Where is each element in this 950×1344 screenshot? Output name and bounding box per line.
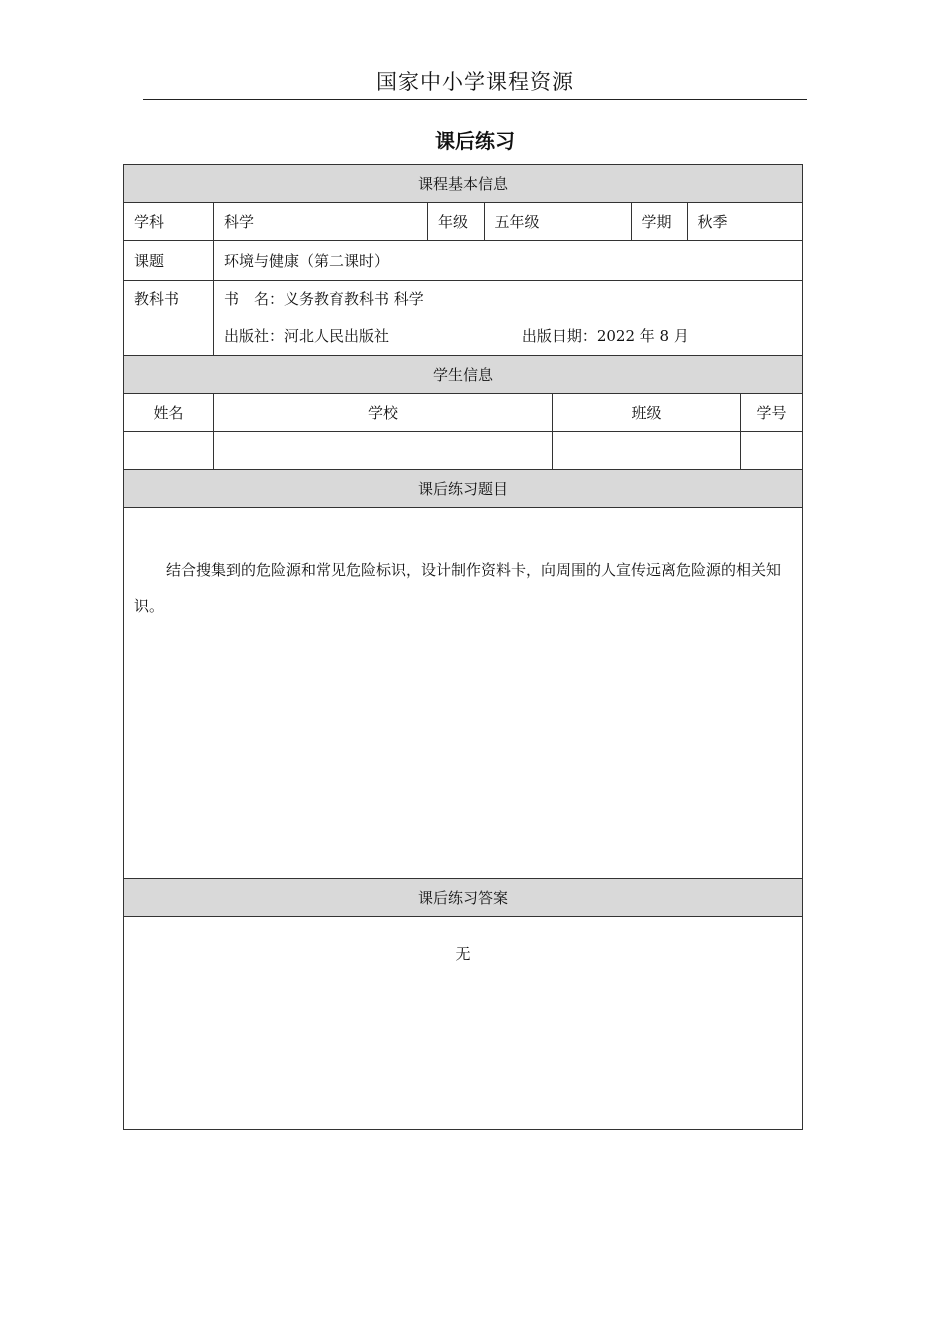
book-name-value: 义务教育教科书 科学 [284,290,424,308]
subject-value: 科学 [214,203,428,241]
book-name-line [224,281,792,318]
student-columns-row [124,394,803,432]
subject-label: 学科 [124,203,214,241]
book-name-label: 书 名： [224,290,285,308]
publisher-value: 河北人民出版社 [284,327,390,345]
page-header: 国家中小学课程资源 [143,66,807,100]
topic-row [124,241,803,281]
student-col-id: 学号 [741,394,803,432]
student-name-field[interactable] [124,432,214,470]
term-label: 学期 [631,203,687,240]
answer-header-row [124,879,803,917]
student-col-school: 学校 [367,404,398,422]
answer-body-row [124,917,803,1130]
student-info-header-row [124,356,803,394]
topic-value: 环境与健康（第二课时） [214,241,803,281]
pub-date-value: 2022 年 8 月 [596,327,689,345]
textbook-details [214,281,803,356]
exercise-question: 结合搜集到的危险源和常见危险标识，设计制作资料卡，向周围的人宣传远离危险源的相关知识。 [134,561,782,615]
publisher-label: 出版社： [224,327,285,345]
student-col-name: 姓名 [124,394,214,432]
student-col-class: 班级 [553,394,741,432]
answer-section-title: 课后练习答案 [124,879,803,917]
student-school-field[interactable] [214,432,553,470]
textbook-row [124,281,803,356]
exercise-section-title: 课后练习题目 [124,470,803,508]
student-class-field[interactable] [553,432,741,470]
term-value: 秋季 [697,213,728,231]
exercise-body-row [124,508,803,879]
student-info-section-title: 学生信息 [124,356,803,394]
pub-date-label: 出版日期： [521,327,597,345]
grade-term-cell [428,203,803,241]
topic-label: 课题 [124,241,214,281]
answer-body [124,917,803,1130]
exercise-header-row [124,470,803,508]
exercise-body [124,508,803,879]
worksheet-table [123,164,802,1133]
course-info-header-row [124,165,803,203]
student-col-school-wrap [214,394,553,432]
subject-row [124,203,803,241]
grade-value: 五年级 [484,203,631,240]
student-values-row [124,432,803,470]
textbook-label: 教科书 [124,281,214,356]
publisher-line [224,318,792,355]
grade-label-cell: 年级 [428,203,484,240]
student-id-field[interactable] [741,432,803,470]
document-title: 课后练习 [435,129,515,153]
course-info-section-title: 课程基本信息 [124,165,803,203]
answer-text: 无 [455,945,471,963]
